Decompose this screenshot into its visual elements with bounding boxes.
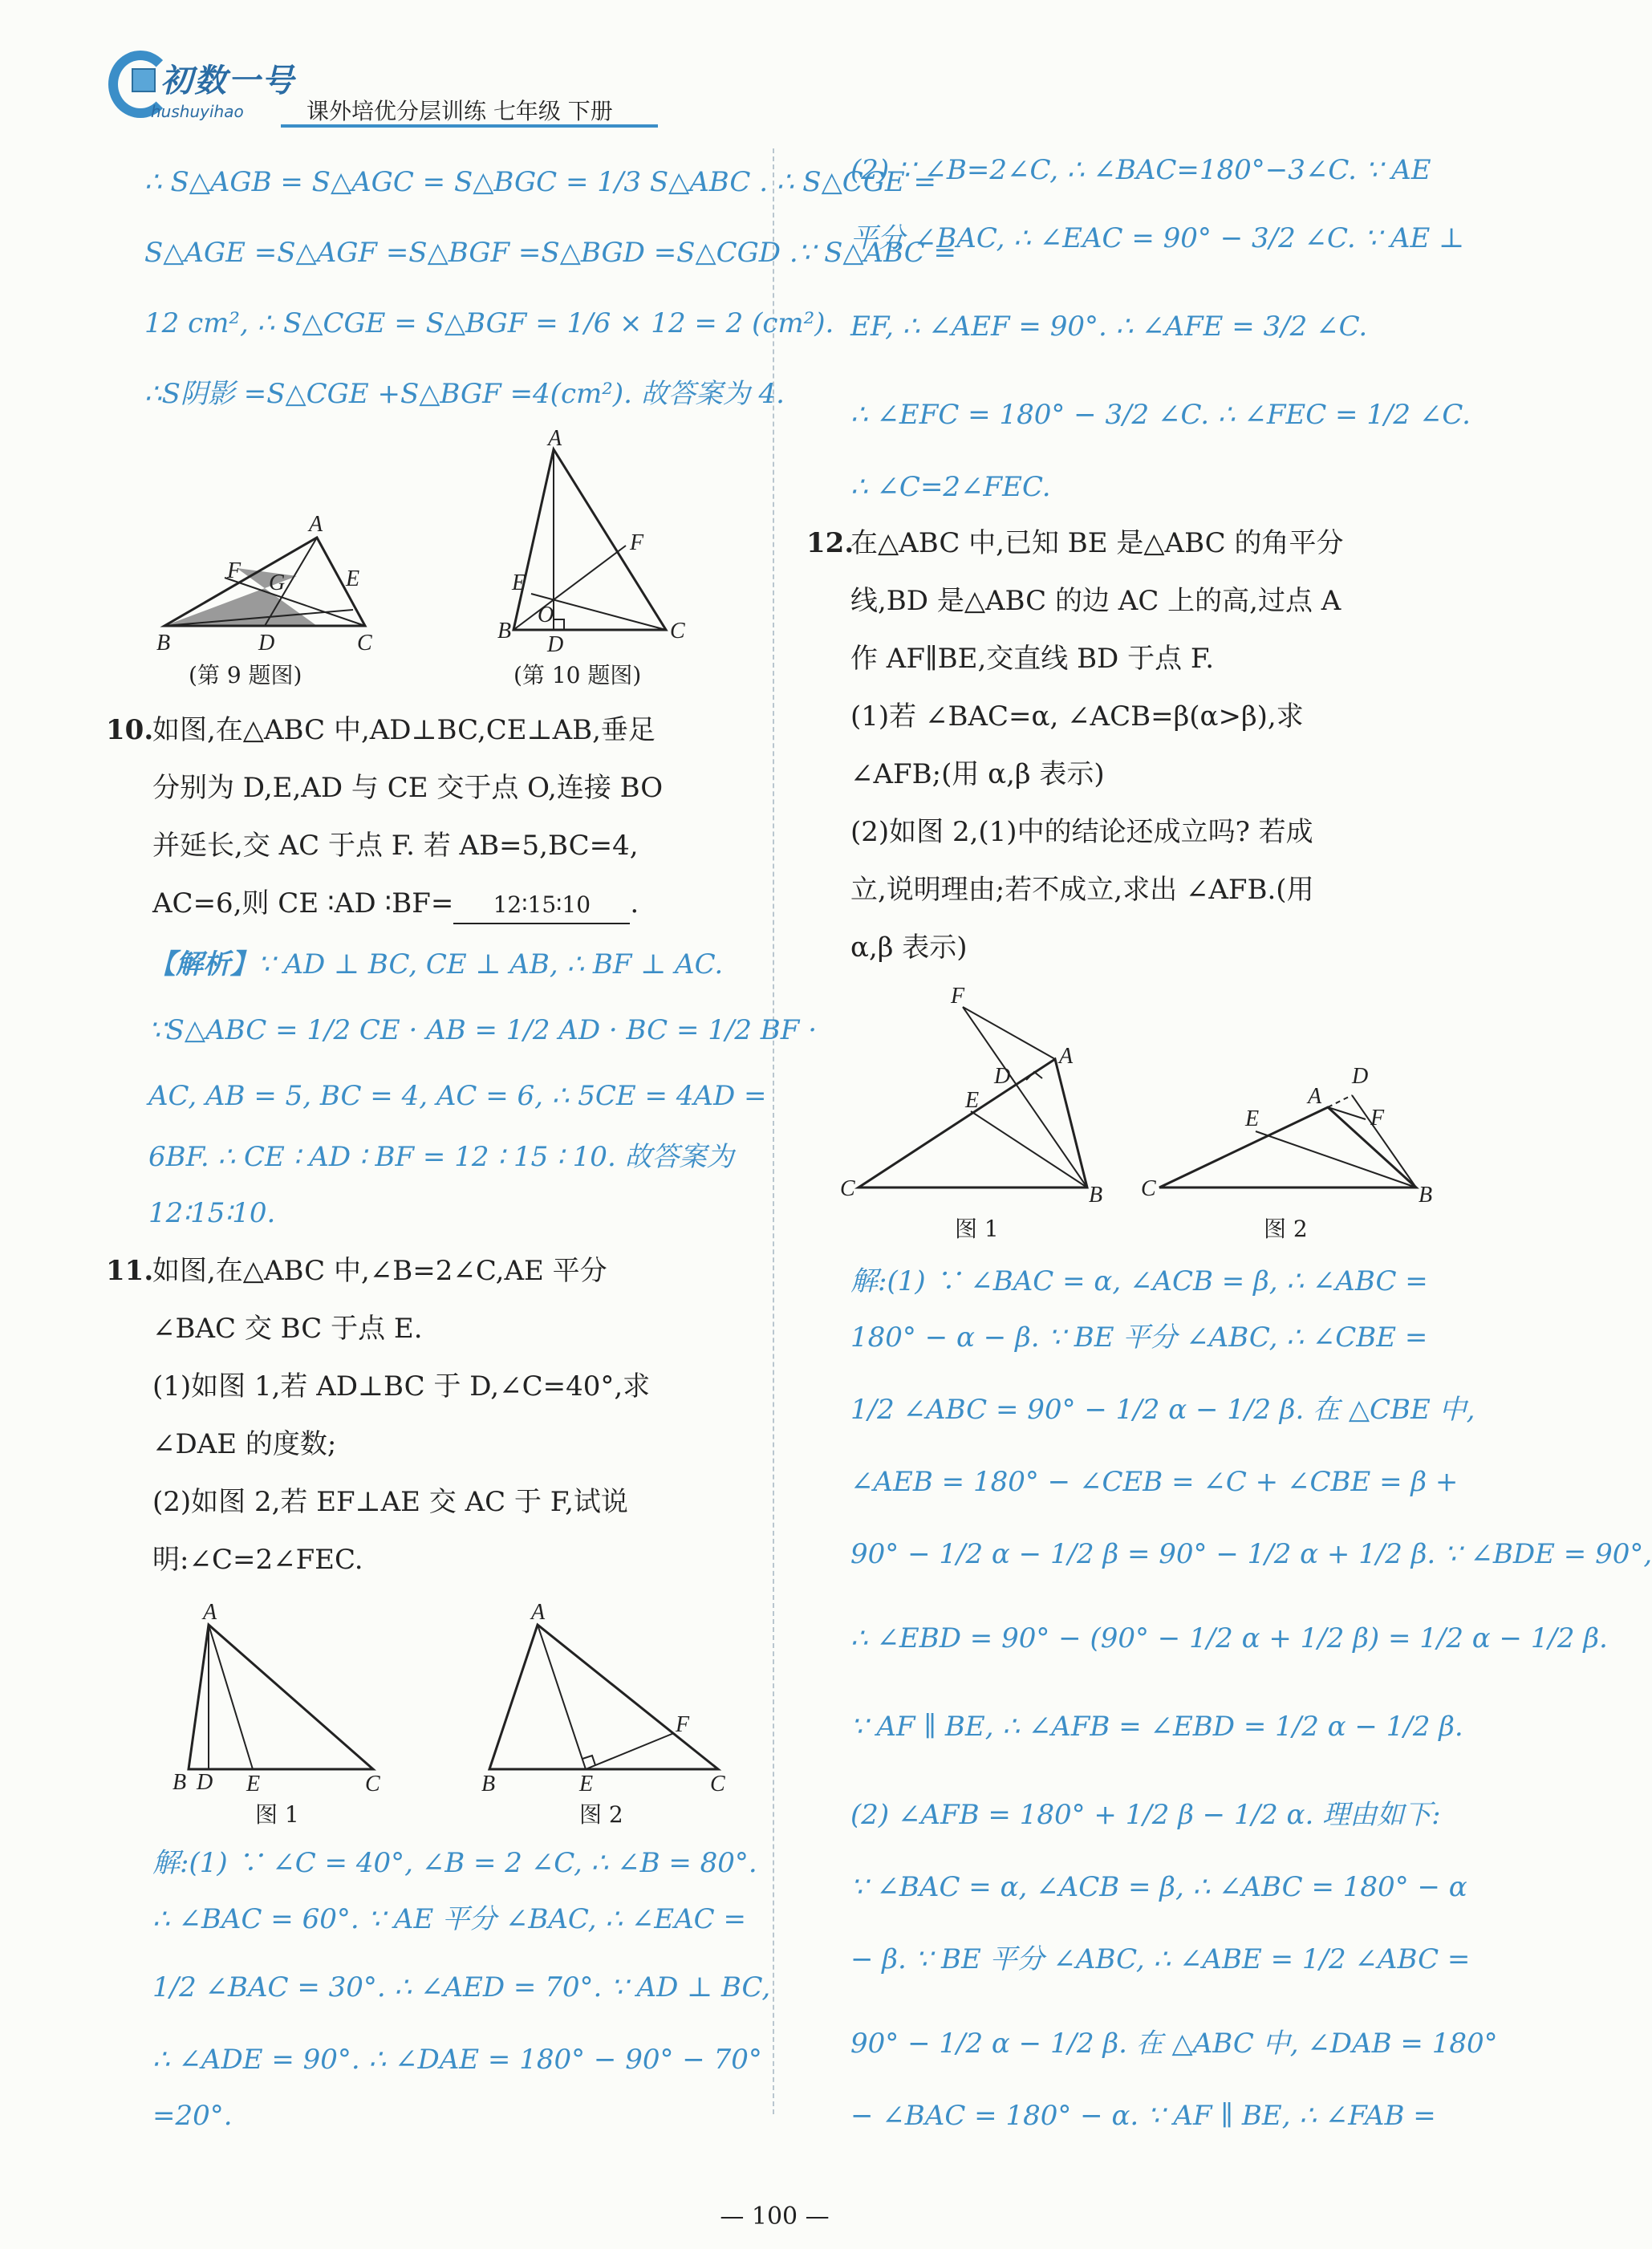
q11-line: ∠BAC 交 BC 于点 E. — [152, 1313, 423, 1345]
label-e: E — [1245, 1106, 1260, 1131]
q9-solution-line: 12 cm², ∴ S△CGE = S△BGF = 1/6 × 12 = 2 (cm²). — [144, 307, 834, 339]
figure-11-2-caption: 图 2 — [579, 1801, 623, 1828]
label-d: D — [547, 632, 564, 657]
q11-solution2-line: EF, ∴ ∠AEF = 90°. ∴ ∠AFE = 3/2 ∠C. — [850, 311, 1368, 343]
label-b: B — [1089, 1183, 1103, 1208]
q10-solution-line: 12∶15∶10. — [148, 1197, 276, 1229]
triangle-abc — [489, 1625, 718, 1769]
triangle-abc — [189, 1625, 373, 1769]
bisector-ae — [209, 1625, 253, 1769]
q11-solution-line: ∴ ∠BAC = 60°. ∵ AE 平分 ∠BAC, ∴ ∠EAC = — [152, 1903, 746, 1935]
q12-solution-line: − β. ∵ BE 平分 ∠ABC, ∴ ∠ABE = 1/2 ∠ABC = — [850, 1943, 1471, 1975]
cube-icon — [132, 68, 156, 92]
figure-9-caption: (第 9 题图) — [189, 662, 302, 688]
q10-period: . — [630, 887, 639, 919]
q11-solution2-line: 平分 ∠BAC, ∴ ∠EAC = 90° − 3/2 ∠C. ∵ AE ⊥ — [850, 222, 1465, 254]
q12-line: α,β 表示) — [850, 932, 968, 964]
bisector-ae — [538, 1625, 586, 1769]
brand-name: 初数一号 — [160, 63, 295, 99]
question-number: 12. — [806, 527, 854, 559]
analysis-tag: 【解析】 — [148, 948, 258, 980]
figure-12-1-caption: 图 1 — [955, 1216, 999, 1242]
q12-line: (2)如图 2,(1)中的结论还成立吗? 若成 — [850, 816, 1313, 848]
bisector-be — [971, 1111, 1087, 1187]
q12-line: 在△ABC 中,已知 BE 是△ABC 的角平分 — [850, 527, 1344, 559]
q12-line: ∠AFB;(用 α,β 表示) — [850, 758, 1105, 790]
q11-solution-line: =20°. — [152, 2100, 233, 2132]
label-d: D — [1352, 1064, 1369, 1089]
q12-solution-line: 180° − α − β. ∵ BE 平分 ∠ABC, ∴ ∠CBE = — [850, 1321, 1428, 1354]
figure-9 — [156, 512, 381, 656]
label-e: E — [579, 1772, 594, 1796]
label-c: C — [670, 619, 685, 643]
q12-line: 立,说明理由;若不成立,求出 ∠AFB.(用 — [850, 874, 1314, 906]
label-b: B — [1419, 1183, 1433, 1208]
figure-10-caption: (第 10 题图) — [513, 662, 642, 688]
q11-solution2-line: ∴ ∠C=2∠FEC. — [850, 471, 1051, 503]
q11-solution2-line: (2) ∵ ∠B=2∠C, ∴ ∠BAC=180°−3∠C. ∵ AE — [850, 154, 1431, 186]
page-number: — 100 — — [720, 2202, 830, 2231]
question-number: 11. — [106, 1255, 154, 1287]
label-a: A — [548, 426, 562, 451]
label-d: D — [258, 631, 275, 656]
q12-solution-line: ∴ ∠EBD = 90° − (90° − 1/2 α + 1/2 β) = 1/2 α − 1/2 β. — [850, 1622, 1608, 1654]
label-d: D — [197, 1770, 213, 1795]
q9-solution-line: ∴S阴影 =S△CGE +S△BGF =4(cm²). 故答案为 4. — [144, 378, 785, 410]
label-e: E — [346, 566, 360, 591]
q11-line: (2)如图 2,若 EF⊥AE 交 AC 于 F,试说 — [152, 1486, 628, 1518]
q10-line: 并延长,交 AC 于点 F. 若 AB=5,BC=4, — [152, 830, 639, 862]
column-divider — [773, 148, 774, 2114]
figure-12-1 — [840, 984, 1103, 1208]
segment-ef — [586, 1733, 674, 1769]
label-a: A — [1059, 1044, 1074, 1069]
label-f: F — [630, 530, 644, 555]
q11-line: 如图,在△ABC 中,∠B=2∠C,AE 平分 — [152, 1255, 607, 1287]
label-c: C — [357, 631, 372, 656]
q12-solution-line: 解:(1) ∵ ∠BAC = α, ∠ACB = β, ∴ ∠ABC = — [850, 1265, 1428, 1297]
label-g: G — [269, 570, 286, 595]
q10-solution-first — [148, 947, 723, 982]
label-o: O — [538, 603, 554, 627]
q10-solution-line: AC, AB = 5, BC = 4, AC = 6, ∴ 5CE = 4AD = — [148, 1080, 767, 1112]
q12-line: 线,BD 是△ABC 的边 AC 上的高,过点 A — [850, 585, 1341, 617]
label-a: A — [309, 512, 323, 537]
label-b: B — [156, 631, 171, 656]
label-a: A — [203, 1600, 217, 1625]
q11-line: 明:∠C=2∠FEC. — [152, 1544, 363, 1576]
right-angle-mark — [554, 619, 564, 630]
q12-solution-line: 90° − 1/2 α − 1/2 β = 90° − 1/2 α + 1/2 β. ∵ ∠BDE = 90°, — [850, 1538, 1652, 1570]
label-a: A — [1308, 1084, 1322, 1109]
label-e: E — [246, 1772, 261, 1796]
q9-solution-line: S△AGE =S△AGF =S△BGF =S△BGD =S△CGD .∵ S△ABC = — [144, 237, 957, 269]
label-d: D — [994, 1064, 1011, 1089]
label-b: B — [497, 619, 512, 643]
q10-line: 分别为 D,E,AD 与 CE 交于点 O,连接 BO — [152, 772, 664, 804]
q9-solution-line: ∴ S△AGB = S△AGC = S△BGC = 1/3 S△ABC . ∴ S△CGE = — [144, 166, 937, 198]
label-c: C — [840, 1176, 855, 1201]
label-b: B — [481, 1772, 496, 1796]
q11-solution-line: ∴ ∠ADE = 90°. ∴ ∠DAE = 180° − 90° − 70° — [152, 2044, 762, 2076]
brand-pinyin: hushuyihao — [151, 102, 244, 121]
q12-solution-line: 90° − 1/2 α − 1/2 β. 在 △ABC 中, ∠DAB = 180° — [850, 2028, 1498, 2060]
q12-solution-line: ∵ AF ∥ BE, ∴ ∠AFB = ∠EBD = 1/2 α − 1/2 β. — [850, 1711, 1463, 1743]
figure-12-2-caption: 图 2 — [1264, 1216, 1308, 1242]
q11-solution-line: 解:(1) ∵ ∠C = 40°, ∠B = 2 ∠C, ∴ ∠B = 80°. — [152, 1847, 757, 1879]
label-e: E — [512, 570, 526, 595]
label-e: E — [965, 1088, 980, 1113]
label-f: F — [227, 558, 242, 583]
line-fb — [963, 1007, 1087, 1187]
figure-11-1-caption: 图 1 — [255, 1801, 299, 1828]
q11-line: (1)如图 1,若 AD⊥BC 于 D,∠C=40°,求 — [152, 1370, 651, 1403]
figure-10 — [497, 426, 690, 657]
triangle-abc — [858, 1059, 1087, 1187]
q10-solution-line: ∵S△ABC = 1/2 CE · AB = 1/2 AD · BC = 1/2 BF · — [148, 1014, 817, 1046]
q12-line: 作 AF∥BE,交直线 BD 于点 F. — [850, 643, 1215, 675]
label-f: F — [676, 1712, 690, 1737]
q10-solution-line: 6BF. ∴ CE ∶ AD ∶ BF = 12 ∶ 15 ∶ 10. 故答案为 — [148, 1141, 734, 1173]
q11-solution2-line: ∴ ∠EFC = 180° − 3/2 ∠C. ∴ ∠FEC = 1/2 ∠C. — [850, 399, 1471, 431]
q10-last-line — [152, 886, 639, 924]
question-number: 10. — [106, 714, 154, 746]
q12-solution-line: (2) ∠AFB = 180° + 1/2 β − 1/2 α. 理由如下: — [850, 1799, 1441, 1831]
q12-solution-line: ∠AEB = 180° − ∠CEB = ∠C + ∠CBE = β + — [850, 1466, 1459, 1498]
q12-line: (1)若 ∠BAC=α, ∠ACB=β(α>β),求 — [850, 700, 1304, 733]
q12-solution-line: ∵ ∠BAC = α, ∠ACB = β, ∴ ∠ABC = 180° − α — [850, 1871, 1467, 1903]
figure-11-1 — [173, 1600, 381, 1796]
q10-solution-line: ∵ AD ⊥ BC, CE ⊥ AB, ∴ BF ⊥ AC. — [258, 948, 724, 980]
q12-solution-line: 1/2 ∠ABC = 90° − 1/2 α − 1/2 β. 在 △CBE 中, — [850, 1394, 1475, 1426]
q10-answer: 12∶15∶10 — [453, 887, 630, 924]
q11-line: ∠DAE 的度数; — [152, 1428, 337, 1460]
extension-ad — [1328, 1095, 1352, 1107]
figure-12-2 — [1141, 1059, 1433, 1208]
label-c: C — [365, 1772, 380, 1796]
q11-solution-line: 1/2 ∠BAC = 30°. ∴ ∠AED = 70°. ∵ AD ⊥ BC, — [152, 1971, 771, 2003]
series-title: 课外培优分层训练 七年级 下册 — [306, 98, 613, 124]
label-f: F — [1370, 1106, 1385, 1131]
bisector-be — [1256, 1131, 1416, 1187]
label-f: F — [951, 984, 965, 1009]
label-a: A — [531, 1600, 546, 1625]
label-c: C — [1141, 1176, 1156, 1201]
label-b: B — [173, 1770, 187, 1795]
label-c: C — [710, 1772, 725, 1796]
figure-11-2 — [481, 1600, 725, 1796]
page-header — [104, 44, 650, 132]
segment-fa — [963, 1007, 1055, 1059]
q10-line: 如图,在△ABC 中,AD⊥BC,CE⊥AB,垂足 — [152, 714, 656, 746]
q12-solution-line: − ∠BAC = 180° − α. ∵ AF ∥ BE, ∴ ∠FAB = — [850, 2100, 1436, 2132]
header-rule — [281, 124, 658, 128]
q10-line: AC=6,则 CE ∶AD ∶BF= — [152, 887, 454, 919]
